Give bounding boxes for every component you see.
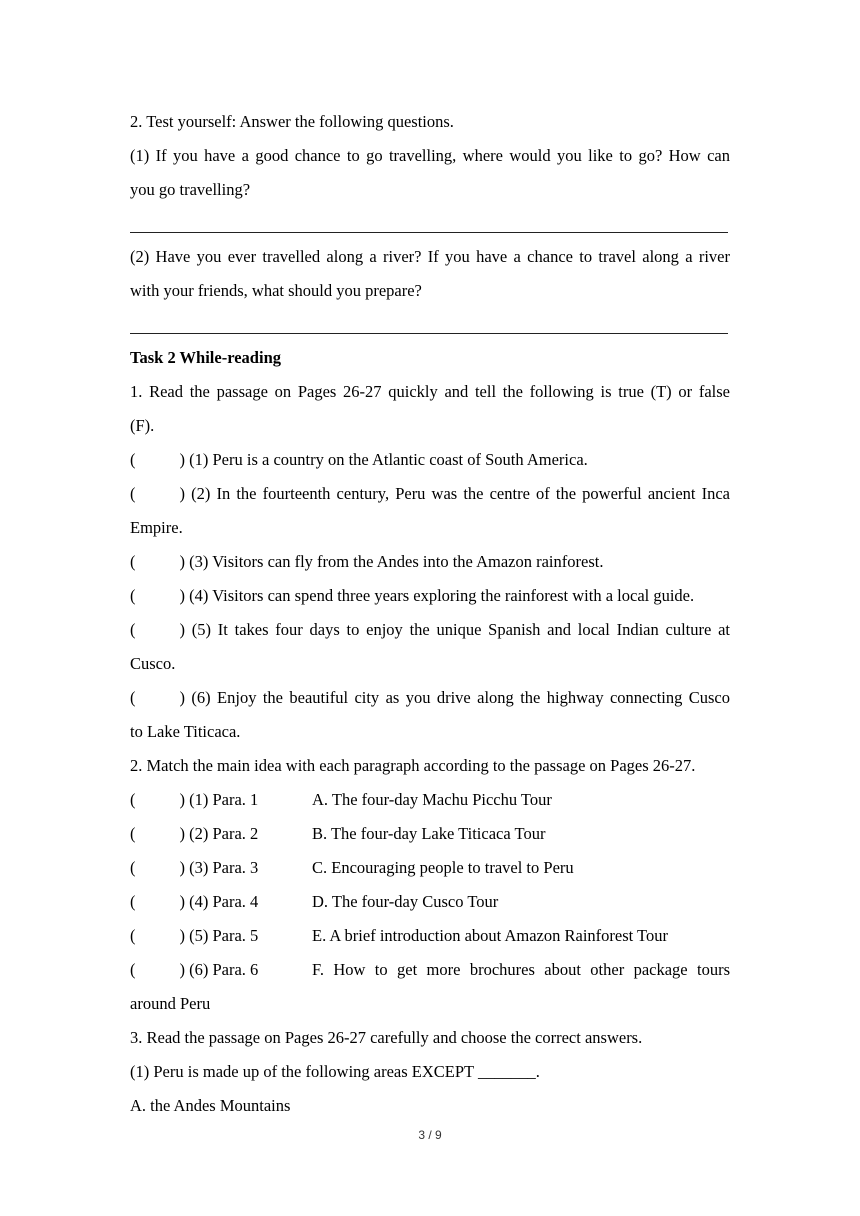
match-paragraph: ) (2) Para. 2 xyxy=(179,824,259,843)
choose-instruction: 3. Read the passage on Pages 26-27 carefully and choose the correct answers. xyxy=(130,1028,643,1047)
tf-statement: (6) Enjoy the beautiful city as you drive along the highway connecting Cusco xyxy=(191,688,731,707)
choose-option-a: A. the Andes Mountains xyxy=(130,1096,291,1115)
section-heading: 2. Test yourself: Answer the following questions. xyxy=(130,112,454,131)
open-bracket: ( xyxy=(130,926,136,945)
open-bracket: ( xyxy=(130,586,136,605)
open-bracket: ( xyxy=(130,450,136,469)
match-paragraph: ) (3) Para. 3 xyxy=(179,858,259,877)
tf-item xyxy=(130,688,730,708)
tf-item xyxy=(130,552,730,572)
choose-question-1: (1) Peru is made up of the following areas EXCEPT _______. xyxy=(130,1062,540,1081)
answer-line-2 xyxy=(130,333,728,334)
match-paragraph: ) (4) Para. 4 xyxy=(179,892,259,911)
close-bracket: ) xyxy=(179,586,185,605)
open-bracket: ( xyxy=(130,552,136,571)
open-bracket: ( xyxy=(130,484,136,503)
open-bracket: ( xyxy=(130,620,136,639)
task-heading: Task 2 While-reading xyxy=(130,348,281,367)
question-1-line-2: you go travelling? xyxy=(130,180,251,199)
question-1-line-1: (1) If you have a good chance to go travelling, where would you like to go? How can xyxy=(130,146,730,165)
tf-statement: (4) Visitors can spend three years exploring the rainforest with a local guide. xyxy=(189,586,695,605)
close-bracket: ) xyxy=(179,484,185,503)
close-bracket: ) xyxy=(179,450,185,469)
tf-statement-continued: Empire. xyxy=(130,518,183,537)
tf-item xyxy=(130,620,730,640)
close-bracket: ) xyxy=(179,688,185,707)
match-paragraph: ) (5) Para. 5 xyxy=(179,926,259,945)
open-bracket: ( xyxy=(130,824,136,843)
match-option: A. The four-day Machu Picchu Tour xyxy=(312,790,552,809)
close-bracket: ) xyxy=(179,620,185,639)
match-option: D. The four-day Cusco Tour xyxy=(312,892,499,911)
open-bracket: ( xyxy=(130,892,136,911)
match-option: E. A brief introduction about Amazon Rainforest Tour xyxy=(312,926,668,945)
tf-statement: (2) In the fourteenth century, Peru was the centre of the powerful ancient Inca xyxy=(191,484,730,503)
tf-statement: (3) Visitors can fly from the Andes into the Amazon rainforest. xyxy=(189,552,604,571)
open-bracket: ( xyxy=(130,960,136,979)
match-option: F. How to get more brochures about other package tours xyxy=(312,960,730,979)
open-bracket: ( xyxy=(130,790,136,809)
match-paragraph: ) (1) Para. 1 xyxy=(179,790,259,809)
tf-statement-continued: Cusco. xyxy=(130,654,176,673)
question-2-line-2: with your friends, what should you prepare? xyxy=(130,281,422,300)
match-option: B. The four-day Lake Titicaca Tour xyxy=(312,824,546,843)
tf-statement: (1) Peru is a country on the Atlantic coast of South America. xyxy=(189,450,588,469)
tf-item xyxy=(130,586,730,606)
tf-statement-continued: to Lake Titicaca. xyxy=(130,722,241,741)
answer-line-1 xyxy=(130,232,728,233)
open-bracket: ( xyxy=(130,688,136,707)
match-instruction: 2. Match the main idea with each paragraph according to the passage on Pages 26-27. xyxy=(130,756,696,775)
close-bracket: ) xyxy=(179,552,185,571)
match-paragraph: ) (6) Para. 6 xyxy=(179,960,259,979)
tf-item xyxy=(130,450,730,470)
question-2-line-1: (2) Have you ever travelled along a river? If you have a chance to travel along a river xyxy=(130,247,730,266)
page-number: 3 / 9 xyxy=(418,1128,442,1142)
match-option-continued: around Peru xyxy=(130,994,211,1013)
open-bracket: ( xyxy=(130,858,136,877)
tf-statement: (5) It takes four days to enjoy the unique Spanish and local Indian culture at xyxy=(191,620,730,639)
match-option: C. Encouraging people to travel to Peru xyxy=(312,858,574,877)
tf-instruction-line-1: 1. Read the passage on Pages 26-27 quickly and tell the following is true (T) or false xyxy=(130,382,730,401)
tf-item xyxy=(130,484,730,504)
tf-instruction-line-2: (F). xyxy=(130,416,155,435)
